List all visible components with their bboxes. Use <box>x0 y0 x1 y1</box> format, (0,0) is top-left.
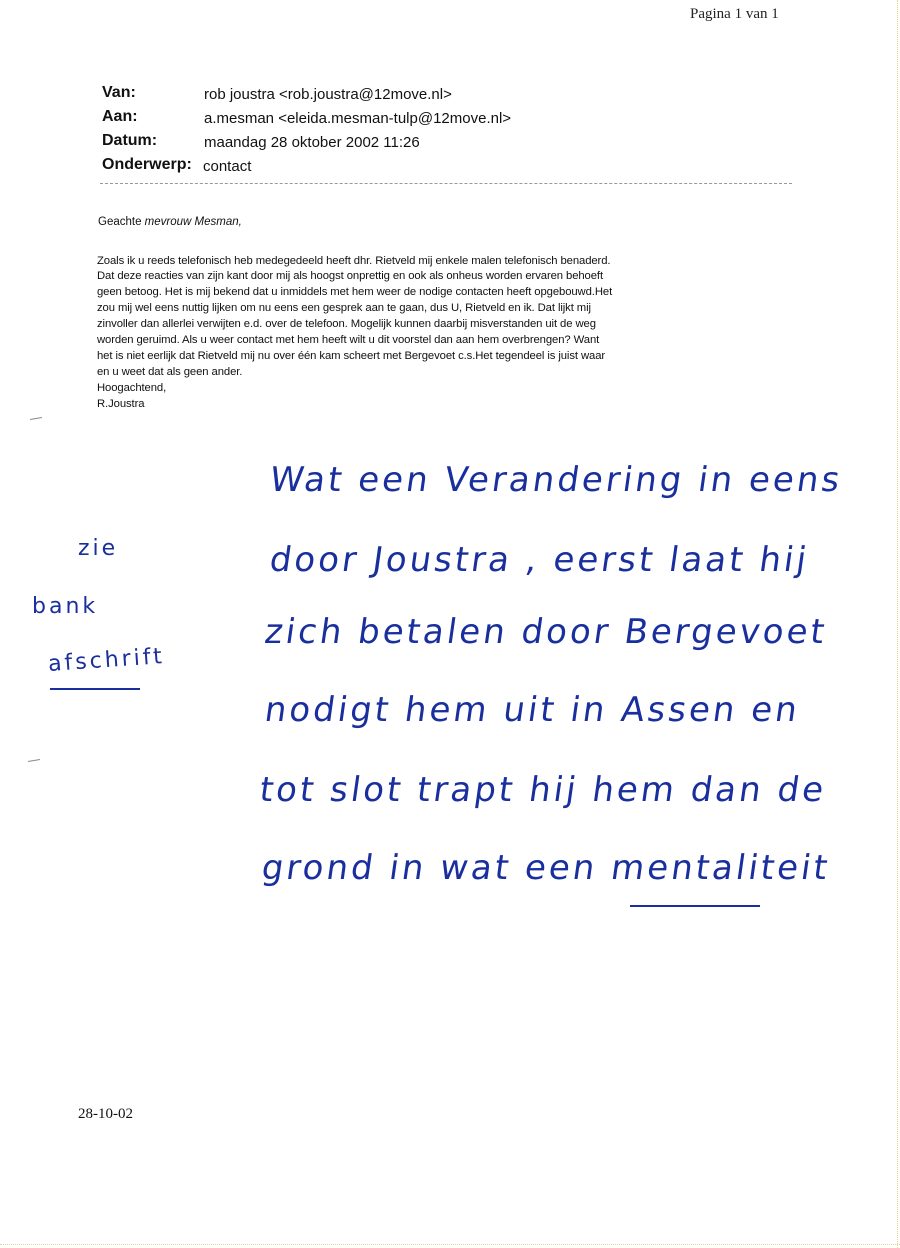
body-line: worden geruimd. Als u weer contact met hem heeft wilt u dit voorstel dan aan hem overbrengen? Want <box>97 334 600 346</box>
greeting <box>98 216 242 228</box>
handwritten-line: tot slot trapt hij hem dan de <box>257 770 829 810</box>
page-edge-bottom <box>0 1244 900 1247</box>
header-separator <box>100 183 792 184</box>
body-line: geen betoog. Het is mij bekend dat u inmiddels met hem weer de nodige contacten heeft opgebouwd.Het <box>97 286 613 298</box>
margin-line: zie <box>78 536 119 561</box>
afschrift-underline <box>50 688 140 690</box>
margin-line: afschrift <box>47 643 166 678</box>
handwritten-line: grond in wat een mentaliteit <box>259 848 833 888</box>
greeting-prefix: Geachte <box>98 216 145 228</box>
page-number: Pagina 1 van 1 <box>690 6 779 22</box>
handwritten-line: Wat een Verandering in eens <box>267 460 846 500</box>
body-line: Dat deze reacties van zijn kant door mij als hoogst onprettig en ook als onheus worden ervaren behoeft <box>97 270 603 282</box>
date-value: maandag 28 oktober 2002 11:26 <box>204 134 420 151</box>
body-line: het is niet eerlijk dat Rietveld mij nu over één kam scheert met Bergevoet c.s.Het tegendeel is juist waar <box>97 350 606 362</box>
margin-line: bank <box>32 594 99 619</box>
signature: R.Joustra <box>97 398 145 410</box>
body-line: zinvoller dan allerlei verwijten e.d. over de telefoon. Mogelijk kunnen daarbij misverstanden uit de weg <box>97 318 596 330</box>
body-line: zou mij wel eens nuttig lijken om nu eens een gesprek aan te gaan, dus U, Rietveld en ik. Dat lijkt mij <box>97 302 591 314</box>
from-label: Van: <box>102 84 136 101</box>
greeting-name: mevrouw Mesman, <box>144 216 242 228</box>
subject-label: Onderwerp: <box>102 156 192 173</box>
body-line: en u weet dat als geen ander. <box>97 366 243 378</box>
mentaliteit-underline <box>630 905 760 907</box>
scan-mark <box>28 759 40 762</box>
date-label: Datum: <box>102 132 158 149</box>
to-value: a.mesman <eleida.mesman-tulp@12move.nl> <box>204 110 512 127</box>
body-line: Zoals ik u reeds telefonisch heb medegedeeld heeft dhr. Rietveld mij enkele malen telefonisch benaderd. <box>97 255 611 267</box>
handwritten-line: zich betalen door Bergevoet <box>262 612 830 652</box>
closing: Hoogachtend, <box>97 382 167 394</box>
handwritten-line: door Joustra , eerst laat hij <box>267 540 812 580</box>
from-value: rob joustra <rob.joustra@12move.nl> <box>204 86 452 103</box>
date-footer: 28-10-02 <box>78 1106 133 1122</box>
subject-value: contact <box>203 158 252 175</box>
to-label: Aan: <box>102 108 138 125</box>
handwritten-line: nodigt hem uit in Assen en <box>262 690 803 730</box>
scan-mark <box>30 417 42 420</box>
